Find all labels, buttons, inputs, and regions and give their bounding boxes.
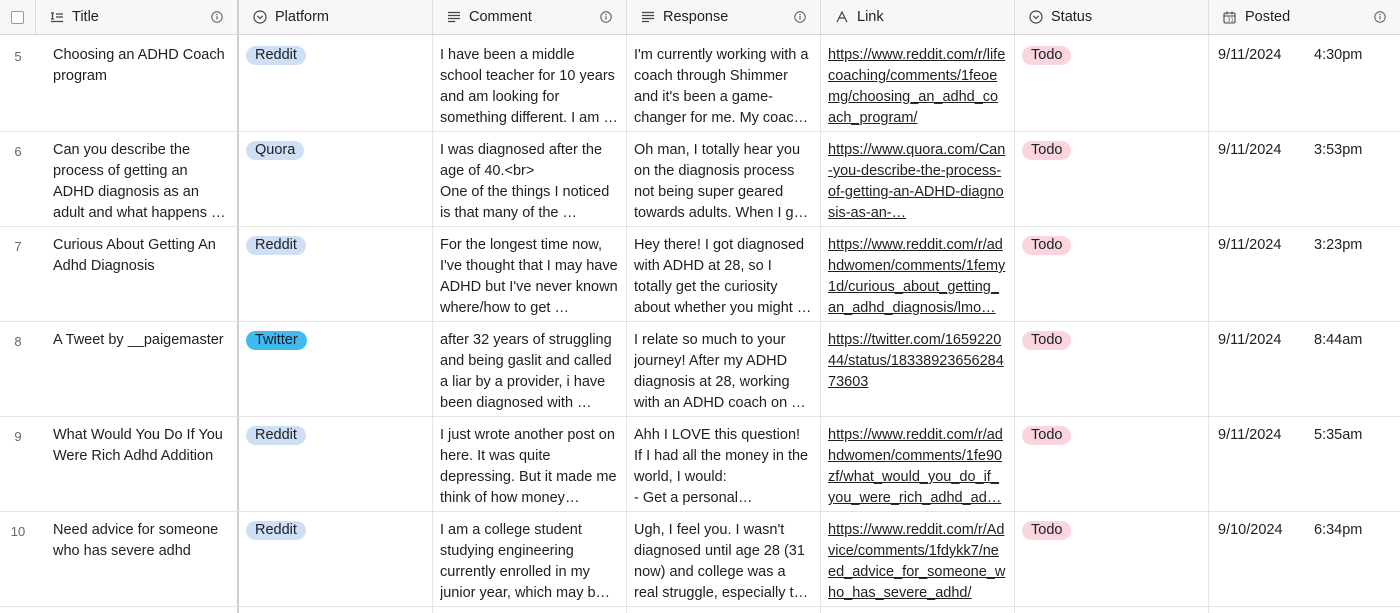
comment-text: I just wrote another post on here. It was quite depressing. But it made me think of how money <box>440 427 617 506</box>
row-number: 10 <box>10 524 26 539</box>
posted-time: 5:35am <box>1314 427 1363 443</box>
table-row[interactable] <box>0 37 1400 132</box>
posted-date: 9/10/2024 <box>1218 522 1283 538</box>
posted-time: 3:53pm <box>1314 142 1363 158</box>
comment-cell[interactable] <box>433 37 626 131</box>
status-pill: Todo <box>1022 331 1071 350</box>
response-text: Hey there! I got diagnosed with ADHD at 28, so I totally get the curiosity about whether you might … <box>634 237 812 316</box>
comment-cell[interactable] <box>433 417 626 511</box>
posted-time: 3:23pm <box>1314 237 1363 253</box>
status-pill: Todo <box>1022 521 1071 540</box>
column-label: Link <box>857 9 884 25</box>
title-text: What Would You Do If You Were Rich Adhd Addition <box>53 427 223 464</box>
link-cell <box>821 512 1014 606</box>
platform-cell[interactable] <box>239 322 432 416</box>
response-cell[interactable] <box>627 227 820 321</box>
title-text: Curious About Getting An Adhd Diagnosis <box>53 237 216 274</box>
posted-date: 9/11/2024 <box>1218 142 1282 158</box>
status-pill: Todo <box>1022 46 1071 65</box>
info-icon[interactable] <box>600 11 612 23</box>
url-icon <box>835 10 849 24</box>
post-link[interactable]: https://www.reddit.com/r/adhdwomen/comments/1fe90zf/what_would_you_do_if_you_were_rich_adhd_ad… <box>828 427 1003 506</box>
single-select-icon <box>1029 10 1043 24</box>
select-all-cell <box>0 0 36 34</box>
response-text: Oh man, I totally hear you on the diagnosis process not being super geared towards adults. When I g… <box>634 142 809 221</box>
column-header-link[interactable] <box>821 0 1015 34</box>
title-text: Need advice for someone who has severe adhd <box>53 522 219 559</box>
comment-text: after 32 years of struggling and being gaslit and called a liar by a provider, i have been diagnosed with … <box>440 332 612 411</box>
posted-cell[interactable] <box>1209 132 1400 226</box>
platform-pill: Twitter <box>246 331 307 350</box>
title-cell[interactable] <box>46 37 236 131</box>
row-number: 9 <box>14 429 22 444</box>
status-pill: Todo <box>1022 141 1071 160</box>
comment-cell[interactable] <box>433 227 626 321</box>
long-text-icon <box>641 10 655 24</box>
title-cell[interactable] <box>46 512 236 606</box>
table-row[interactable] <box>0 417 1400 512</box>
post-link[interactable]: https://www.reddit.com/r/lifecoaching/comments/1feoemg/choosing_an_adhd_coach_program/ <box>828 47 1006 126</box>
column-label: Status <box>1051 9 1093 25</box>
comment-text: I have been a middle school teacher for 10 years and am looking for something different. I am … <box>440 47 618 126</box>
posted-cell[interactable] <box>1209 417 1400 511</box>
response-text: I relate so much to your journey! After my ADHD diagnosis at 28, working with an ADHD coach on … <box>634 332 806 411</box>
posted-date: 9/11/2024 <box>1218 47 1282 63</box>
response-text: Ahh I LOVE this question! If I had all the money in the world, I would: - Get a personal <box>634 427 809 506</box>
platform-cell[interactable] <box>239 227 432 321</box>
posted-time: 4:30pm <box>1314 47 1363 63</box>
grid-header <box>0 0 1400 35</box>
platform-pill: Quora <box>246 141 304 160</box>
response-cell[interactable] <box>627 417 820 511</box>
post-link[interactable]: https://twitter.com/165922044/status/1833892365628473603 <box>828 332 1004 390</box>
text-field-icon <box>50 10 64 24</box>
status-pill: Todo <box>1022 426 1071 445</box>
long-text-icon <box>447 10 461 24</box>
status-cell[interactable] <box>1015 512 1208 606</box>
response-cell[interactable] <box>627 132 820 226</box>
response-text: Ugh, I feel you. I wasn't diagnosed until age 28 (31 now) and college was a real struggle, especially the <box>634 522 810 601</box>
comment-cell[interactable] <box>433 132 626 226</box>
status-cell[interactable] <box>1015 417 1208 511</box>
info-icon[interactable] <box>1374 11 1386 23</box>
column-header-platform[interactable] <box>239 0 433 34</box>
column-label: Title <box>72 9 99 25</box>
column-header-posted[interactable] <box>1209 0 1400 34</box>
title-cell[interactable] <box>46 132 236 226</box>
link-cell <box>821 132 1014 226</box>
row-number: 5 <box>14 49 22 64</box>
column-header-response[interactable] <box>627 0 821 34</box>
svg-text:31: 31 <box>1227 17 1234 24</box>
table-row[interactable] <box>0 322 1400 417</box>
column-header-comment[interactable] <box>433 0 627 34</box>
title-text: Can you describe the process of getting an ADHD diagnosis as an adult and what happens … <box>53 142 226 221</box>
post-link[interactable]: https://www.reddit.com/r/Advice/comments/1fdykk7/need_advice_for_someone_who_has_severe_adhd/ <box>828 522 1006 601</box>
status-cell[interactable] <box>1015 322 1208 416</box>
platform-pill: Reddit <box>246 426 306 445</box>
comment-text: For the longest time now, I've thought that I may have ADHD but I've never known where/how to get … <box>440 237 618 316</box>
posted-time: 6:34pm <box>1314 522 1363 538</box>
info-icon[interactable] <box>794 11 806 23</box>
title-text: A Tweet by __paigemaster <box>53 332 224 348</box>
posted-time: 8:44am <box>1314 332 1363 348</box>
title-cell[interactable] <box>46 417 236 511</box>
link-cell <box>821 417 1014 511</box>
comment-cell[interactable] <box>433 512 626 606</box>
comment-text: I am a college student studying engineering currently enrolled in my junior year, which may be <box>440 522 604 601</box>
link-cell <box>821 227 1014 321</box>
status-cell[interactable] <box>1015 37 1208 131</box>
post-link[interactable]: https://www.reddit.com/r/adhdwomen/comments/1femy1d/curious_about_getting_an_adhd_diagnosis/lmo… <box>828 237 1006 316</box>
comment-cell[interactable] <box>433 322 626 416</box>
platform-cell[interactable] <box>239 512 432 606</box>
column-label: Comment <box>469 9 532 25</box>
posted-cell[interactable] <box>1209 227 1400 321</box>
info-icon[interactable] <box>211 11 223 23</box>
platform-pill: Reddit <box>246 236 306 255</box>
calendar-icon <box>1223 10 1237 24</box>
posted-date: 9/11/2024 <box>1218 332 1282 348</box>
comment-text: I was diagnosed after the age of 40.<br> One of the things I noticed is that many of the … <box>440 142 610 221</box>
row-number: 7 <box>14 239 22 254</box>
status-cell[interactable] <box>1015 227 1208 321</box>
title-text: Choosing an ADHD Coach program <box>53 47 225 84</box>
title-cell[interactable] <box>46 227 236 321</box>
posted-cell[interactable] <box>1209 512 1400 606</box>
response-cell[interactable] <box>627 37 820 131</box>
post-link[interactable]: https://www.quora.com/Can-you-describe-the-process-of-getting-an-ADHD-diagnosis-as-an-… <box>828 142 1006 221</box>
title-cell[interactable] <box>46 322 236 416</box>
platform-cell[interactable] <box>239 37 432 131</box>
response-cell[interactable] <box>627 322 820 416</box>
column-label: Posted <box>1245 9 1291 25</box>
response-cell[interactable] <box>627 512 820 606</box>
table-row[interactable] <box>0 132 1400 227</box>
column-header-title[interactable] <box>36 0 239 34</box>
column-header-status[interactable] <box>1015 0 1209 34</box>
posted-cell[interactable] <box>1209 322 1400 416</box>
posted-cell[interactable] <box>1209 37 1400 131</box>
column-label: Response <box>663 9 729 25</box>
table-row[interactable] <box>0 227 1400 322</box>
row-number: 6 <box>14 144 22 159</box>
link-cell <box>821 322 1014 416</box>
posted-date: 9/11/2024 <box>1218 237 1282 253</box>
response-text: I'm currently working with a coach through Shimmer and it's been a game-changer for me. My coac… <box>634 47 809 126</box>
row-number: 8 <box>14 334 22 349</box>
single-select-icon <box>253 10 267 24</box>
column-label: Platform <box>275 9 329 25</box>
link-cell <box>821 37 1014 131</box>
status-cell[interactable] <box>1015 132 1208 226</box>
posted-date: 9/11/2024 <box>1218 427 1282 443</box>
select-all-checkbox[interactable] <box>11 11 24 24</box>
platform-cell[interactable] <box>239 417 432 511</box>
table-row[interactable] <box>0 512 1400 607</box>
status-pill: Todo <box>1022 236 1071 255</box>
platform-pill: Reddit <box>246 521 306 540</box>
platform-pill: Reddit <box>246 46 306 65</box>
platform-cell[interactable] <box>239 132 432 226</box>
